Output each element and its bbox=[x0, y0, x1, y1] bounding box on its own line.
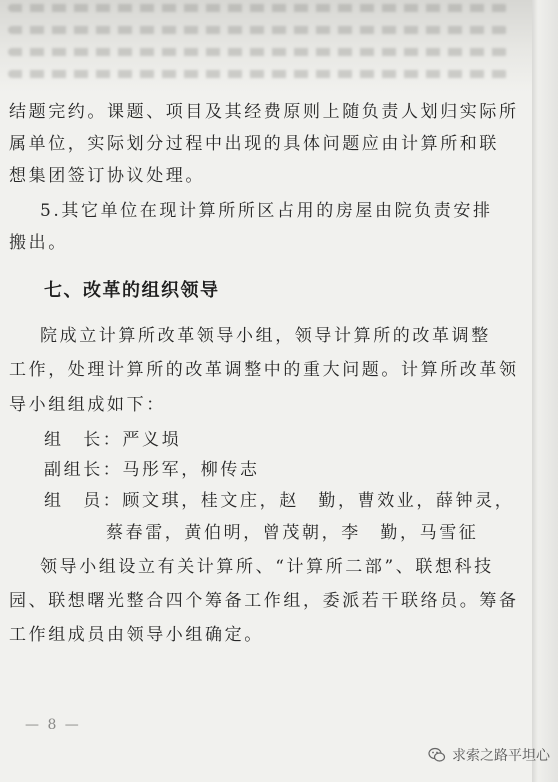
section-heading: 七、改革的组织领导 bbox=[44, 280, 220, 301]
item-5-line-1: 5.其它单位在现计算所所区占用的房屋由院负责安排 bbox=[40, 201, 493, 221]
paragraph-1-line-2: 属单位，实际划分过程中出现的具体问题应由计算所和联 bbox=[9, 134, 499, 154]
bleed-through-text bbox=[0, 0, 532, 92]
paragraph-2-line-1: 院成立计算所改革领导小组，领导计算所的改革调整 bbox=[40, 326, 491, 346]
paragraph-3-line-3: 工作组成员由领导小组确定。 bbox=[9, 625, 264, 645]
paragraph-1-line-3: 想集团签订协议处理。 bbox=[9, 166, 205, 186]
page-edge-shadow bbox=[532, 0, 558, 782]
watermark-text: 求索之路平坦心 bbox=[452, 748, 550, 764]
paragraph-2-line-2: 工作，处理计算所的改革调整中的重大问题。计算所改革领 bbox=[9, 360, 519, 380]
page-number: — 8 — bbox=[25, 717, 81, 733]
roster-members-line-2: 蔡春雷，黄伯明，曾茂朝，李 勤，马雪征 bbox=[106, 523, 479, 543]
item-5-line-2: 搬出。 bbox=[9, 233, 68, 253]
roster-deputy-leaders: 副组长：马彤军，柳传志 bbox=[44, 460, 260, 480]
watermark bbox=[428, 744, 550, 766]
wechat-icon bbox=[428, 746, 446, 764]
roster-members-line-1: 组 员：顾文琪，桂文庄，赵 勤，曹效业，薛钟灵， bbox=[44, 491, 515, 511]
roster-leader: 组 长：严义埙 bbox=[44, 430, 182, 450]
paragraph-3-line-2: 园、联想曙光整合四个筹备工作组，委派若干联络员。筹备 bbox=[9, 591, 519, 611]
paragraph-2-line-3: 导小组组成如下： bbox=[9, 395, 166, 415]
paragraph-3-line-1: 领导小组设立有关计算所、“计算所二部”、联想科技 bbox=[40, 557, 494, 577]
paragraph-1-line-1: 结题完约。课题、项目及其经费原则上随负责人划归实际所 bbox=[9, 102, 519, 122]
